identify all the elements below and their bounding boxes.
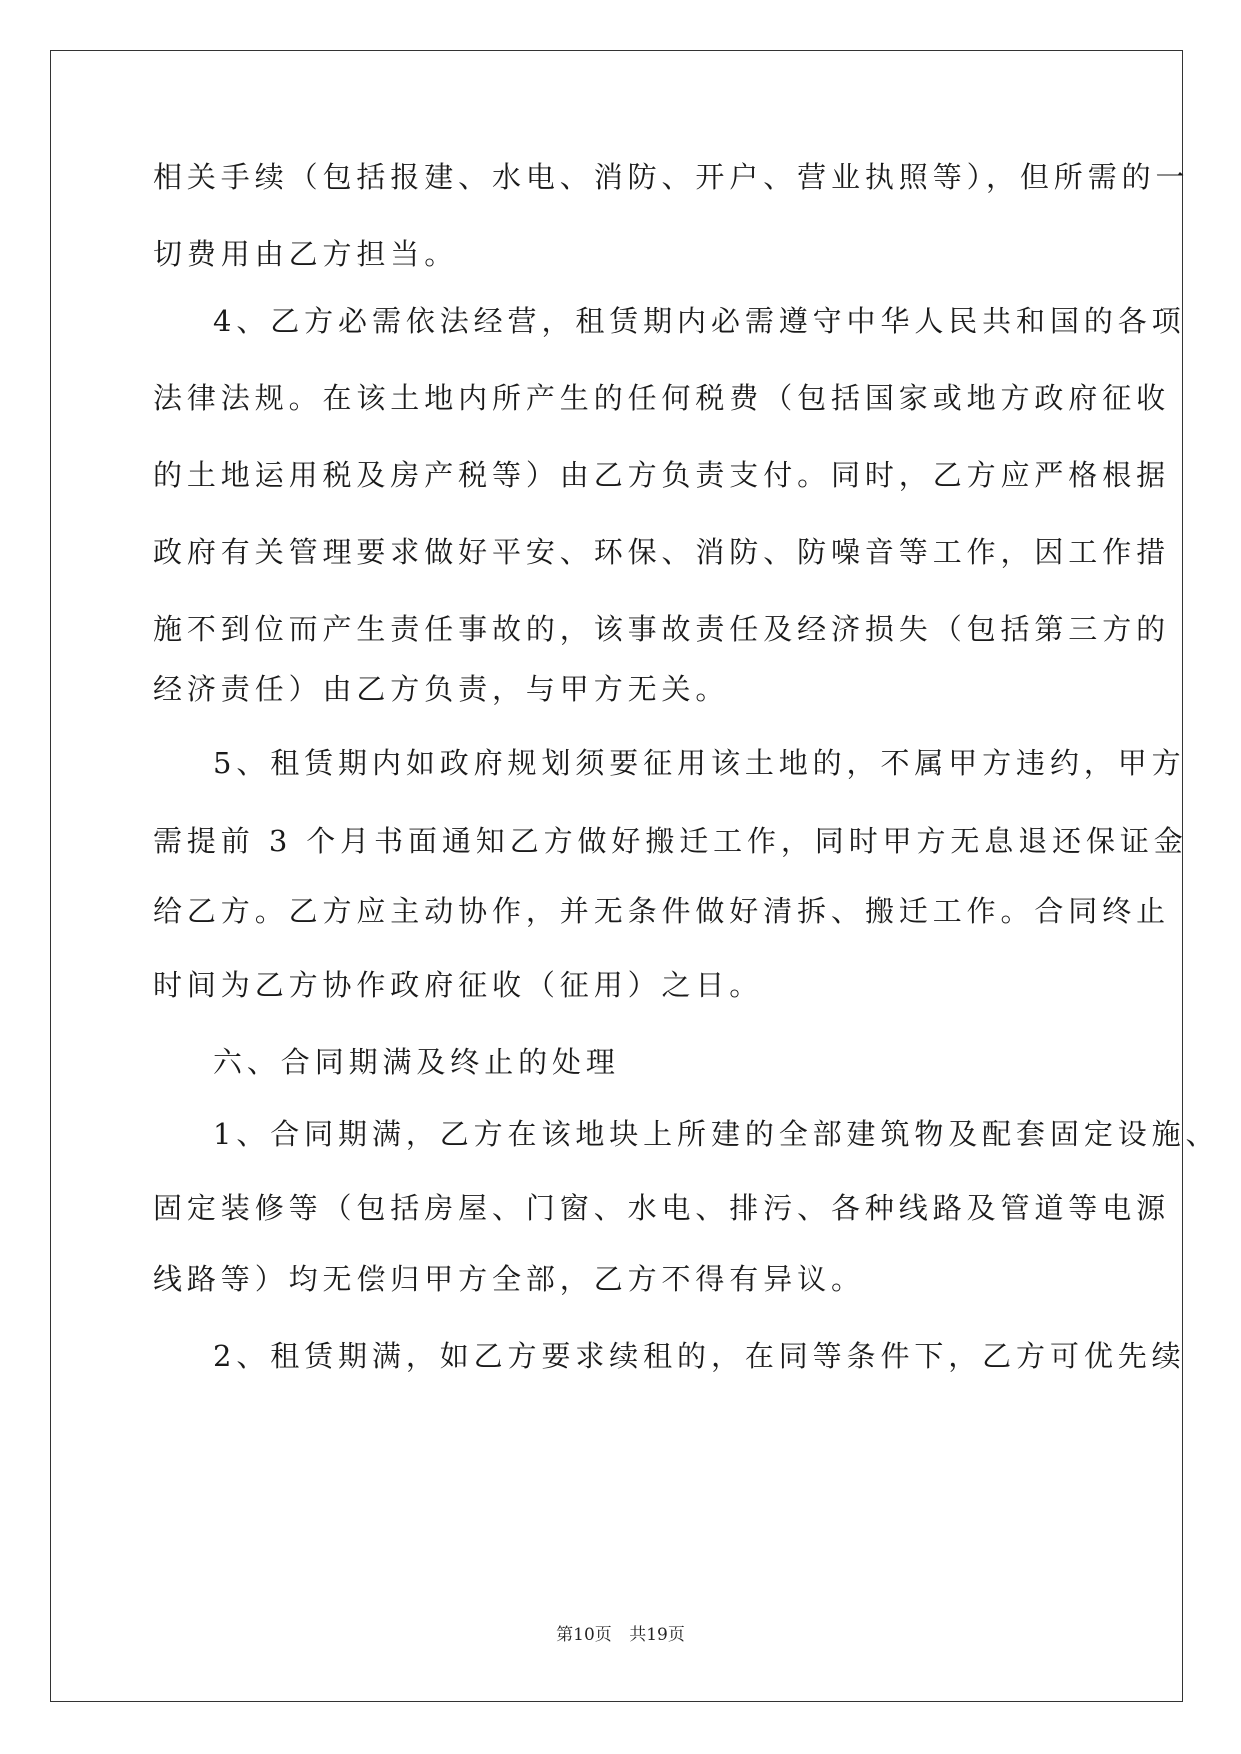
section-heading: 六、合同期满及终止的处理 [213, 1045, 620, 1079]
paragraph-start-line: 5、租赁期内如政府规划须要征用该土地的，不属甲方违约，甲方 [213, 746, 1186, 780]
text-line: 需提前 3 个月书面通知乙方做好搬迁工作，同时甲方无息退还保证金 [153, 824, 1188, 858]
page-total: 共19页 [629, 1625, 685, 1645]
text-line: 经济责任）由乙方负责，与甲方无关。 [153, 672, 730, 706]
page-border [50, 50, 1183, 1702]
page-footer [0, 1620, 1241, 1645]
text-line: 线路等）均无偿归甲方全部，乙方不得有异议。 [153, 1262, 865, 1296]
paragraph-start-line: 4、乙方必需依法经营，租赁期内必需遵守中华人民共和国的各项 [213, 304, 1186, 338]
text-line: 给乙方。乙方应主动协作，并无条件做好清拆、搬迁工作。合同终止 [153, 894, 1171, 928]
paragraph-start-line: 1、合同期满，乙方在该地块上所建的全部建筑物及配套固定设施、 [213, 1117, 1220, 1151]
paragraph-start-line: 2、租赁期满，如乙方要求续租的，在同等条件下，乙方可优先续 [213, 1339, 1186, 1373]
text-line: 法律法规。在该土地内所产生的任何税费（包括国家或地方政府征收 [153, 381, 1171, 415]
text-line: 政府有关管理要求做好平安、环保、消防、防噪音等工作，因工作措 [153, 535, 1171, 569]
text-line: 的土地运用税及房产税等）由乙方负责支付。同时，乙方应严格根据 [153, 458, 1171, 492]
text-line: 固定装修等（包括房屋、门窗、水电、排污、各种线路及管道等电源 [153, 1191, 1171, 1225]
page-number: 第10页 [556, 1625, 612, 1645]
text-line: 相关手续（包括报建、水电、消防、开户、营业执照等），但所需的一 [153, 160, 1190, 194]
text-line: 时间为乙方协作政府征收（征用）之日。 [153, 968, 764, 1002]
text-line: 切费用由乙方担当。 [153, 237, 459, 271]
text-line: 施不到位而产生责任事故的，该事故责任及经济损失（包括第三方的 [153, 612, 1171, 646]
